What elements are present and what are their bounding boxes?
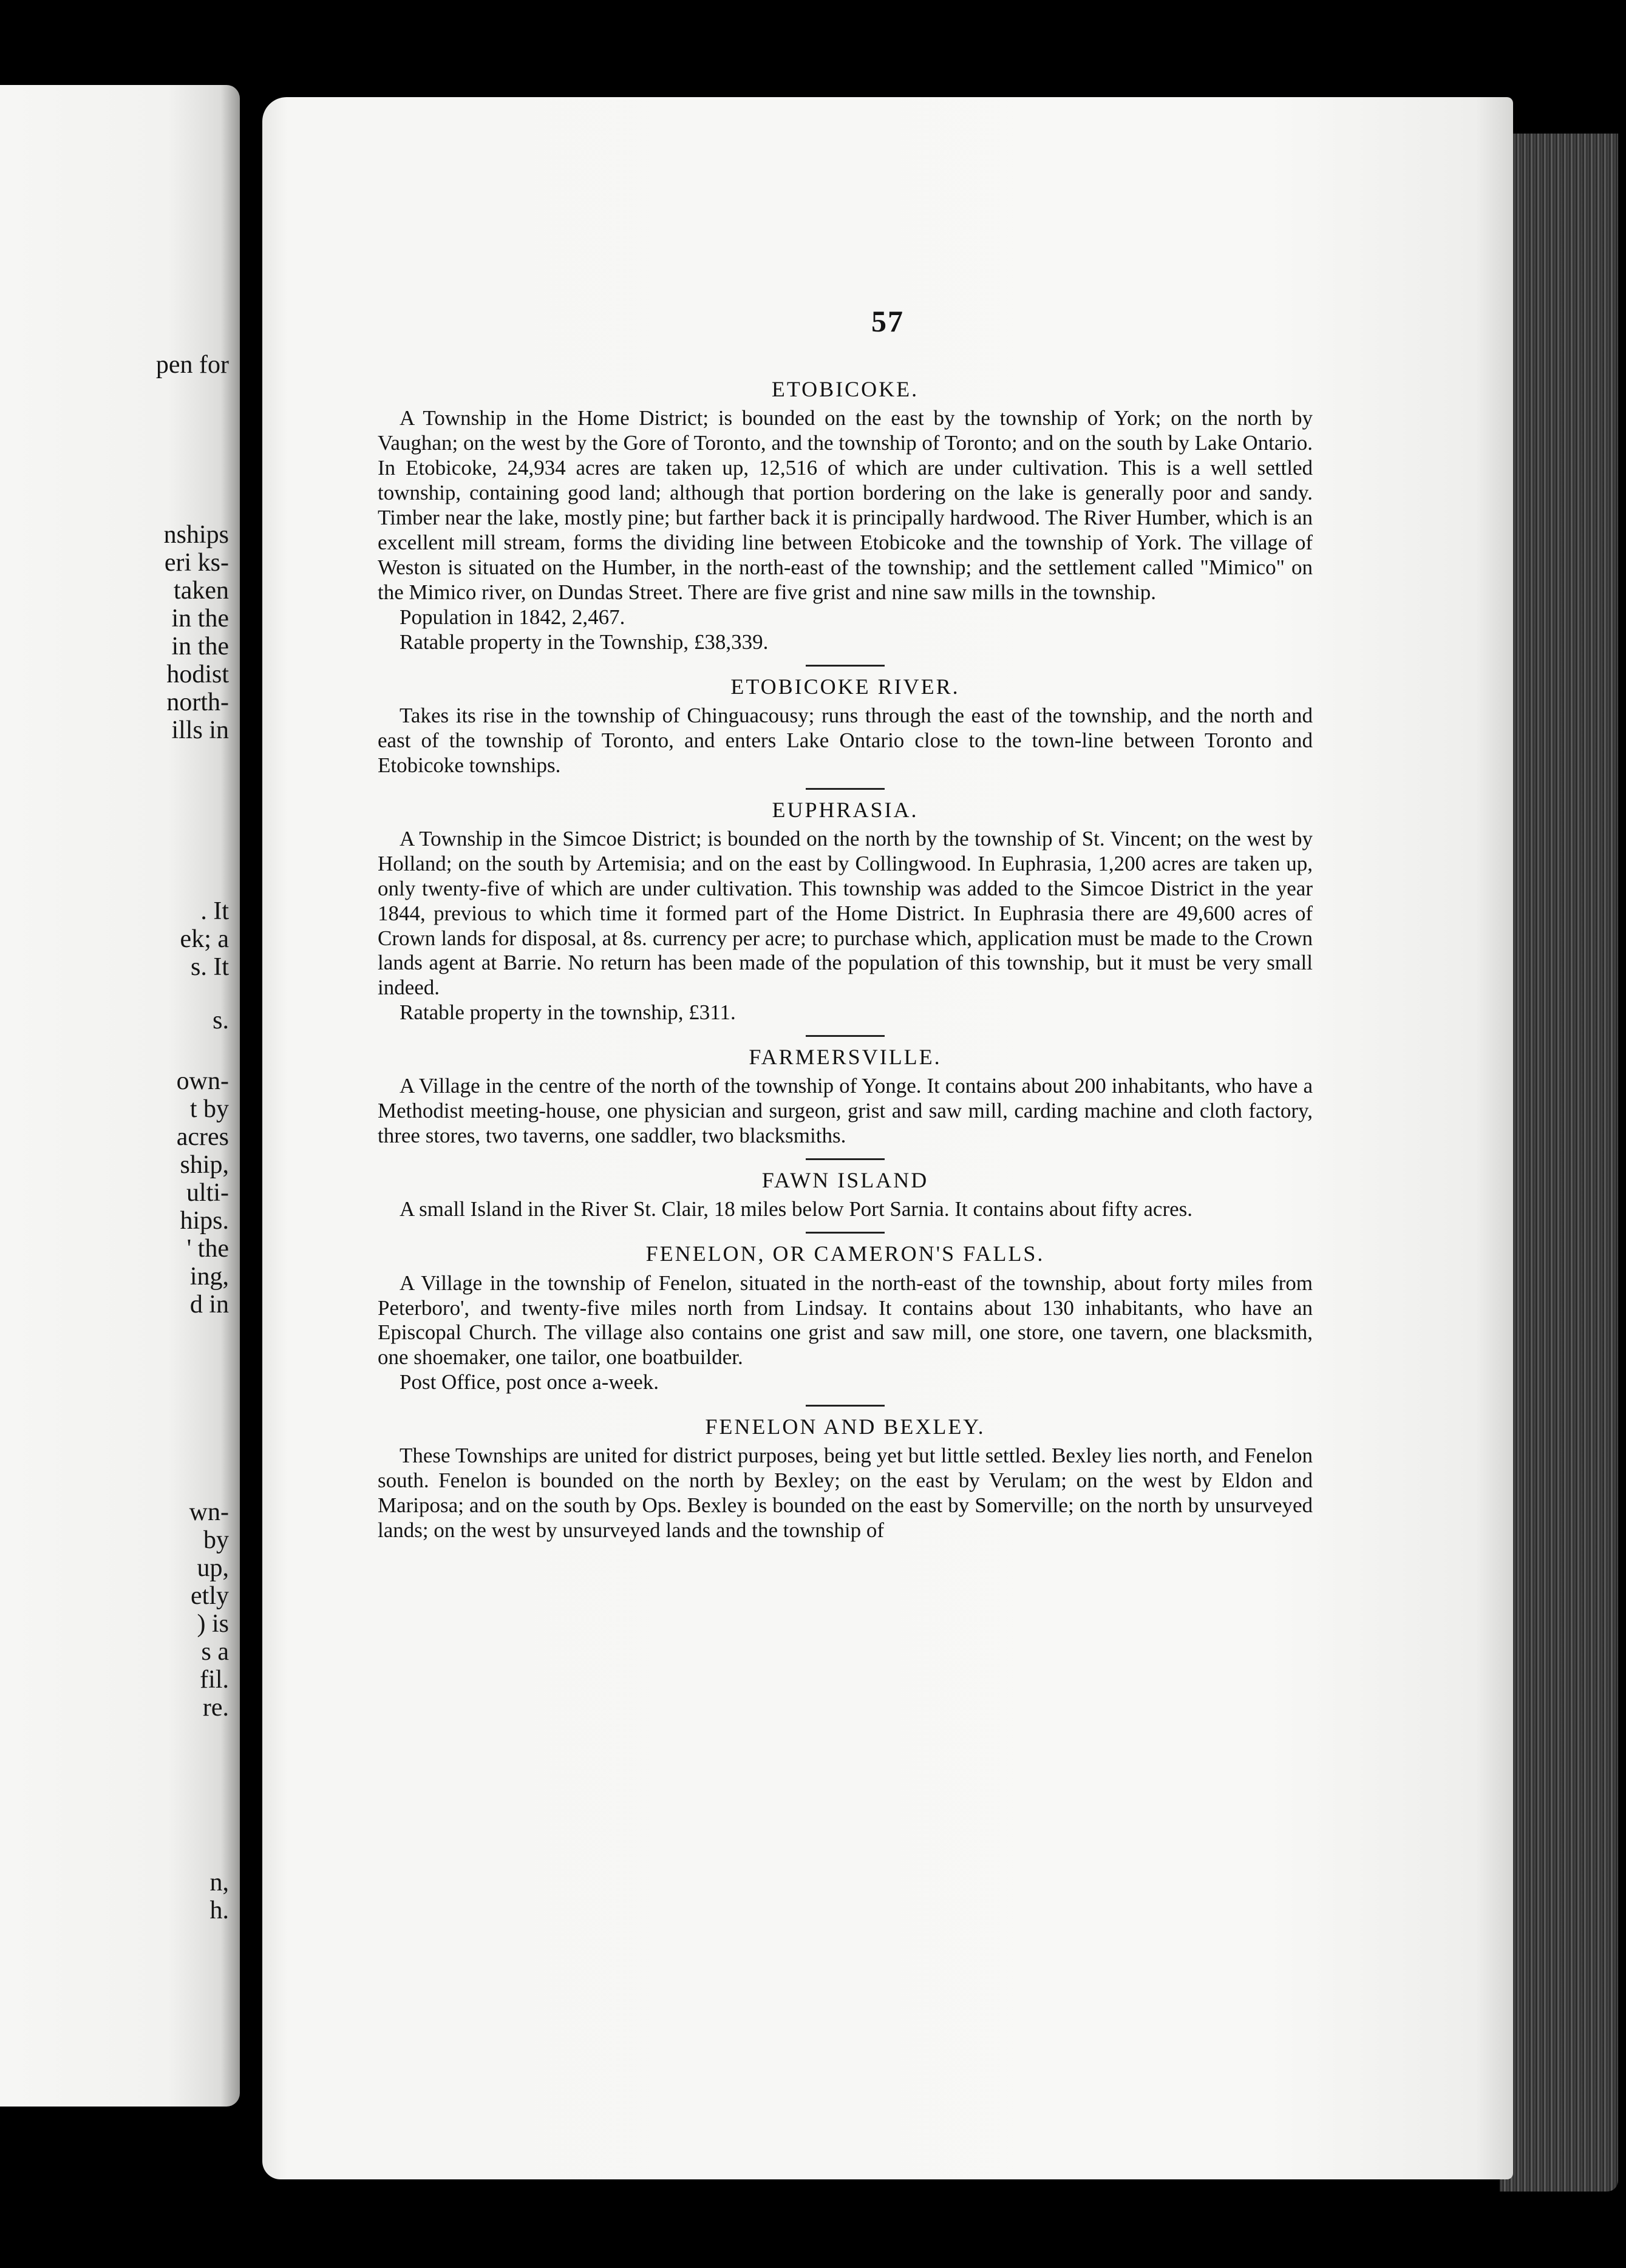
left-fragment: ' the (186, 1235, 229, 1263)
left-fragment: ills in (171, 716, 229, 744)
section-divider (806, 1232, 885, 1234)
entry-title: FENELON AND BEXLEY. (705, 1414, 985, 1439)
left-fragment: wn- (189, 1498, 229, 1526)
entry-fawn-island (378, 1167, 1313, 1222)
left-fragment: h. (209, 1896, 229, 1924)
section-divider (806, 788, 885, 790)
section-divider (806, 1035, 885, 1037)
left-fragment: taken (174, 577, 229, 605)
left-fragment: north- (166, 688, 229, 716)
section-divider (806, 665, 885, 667)
book-page-edges (1500, 134, 1618, 2192)
entry-paragraph: A Township in the Home District; is bounded on the east by the township of York; on the north by Vaughan; on the west by the Gore of Toronto, and the township of Toronto; and on the south by Lake Ontario. In Etobicoke, 24,934 acres are taken up, 12,516 of which are under cultivation. This is a well settled township, containing good land; although that portion bordering on the lake is generally poor and sandy. Timber near the lake, mostly pine; but farther back it is principally hardwood. The River Humber, which is an excellent mill stream, forms the dividing line between Etobicoke and the township of York. The village of Weston is situated on the Humber, in the north-east of the township; and the settlement called "Mimico" on the Mimico river, on Dundas Street. There are five grist and nine saw mills in the township. (378, 406, 1313, 604)
entry-title: FAWN ISLAND (761, 1168, 929, 1193)
entry-paragraph: A Village in the township of Fenelon, situated in the north-east of the township, about forty miles from Peterboro', and twenty-five miles north from Lindsay. It contains about 130 inhabitants, who have an Episcopal Church. The village also contains one grist and saw mill, one store, one tavern, one blacksmith, one shoemaker, one tailor, one boatbuilder. (378, 1271, 1313, 1370)
entry-paragraph: A Village in the centre of the north of the township of Yonge. It contains about 200 inhabitants, who have a Methodist meeting-house, one physician and surgeon, grist and saw mill, carding machine and cloth factory, three stores, two taverns, one saddler, two blacksmiths. (378, 1074, 1313, 1148)
entry-title: EUPHRASIA. (772, 797, 919, 822)
left-fragment: up, (197, 1554, 229, 1582)
left-fragment: t by (189, 1095, 229, 1123)
left-fragment: in the (171, 605, 229, 633)
left-fragment: eri ks- (164, 549, 229, 577)
book-page (262, 97, 1513, 2179)
entry-paragraph: A Township in the Simcoe District; is bounded on the north by the township of St. Vincent; on the west by Holland; on the south by Artemisia; and on the east by Collingwood. In Euphrasia, 1,200 acres are taken up, only twenty-five of which are under cultivation. This township was added to the Simcoe District in the year 1844, previous to which time it formed part of the Home District. In Euphrasia there are 49,600 acres of Crown lands for disposal, at 8s. currency per acre; to purchase which, application must be made to the Crown lands agent at Barrie. No return has been made of the population of this township, but it must be very small indeed. (378, 826, 1313, 1000)
entry-etobicoke-river (378, 674, 1313, 778)
section-divider (806, 1405, 885, 1407)
left-fragment: nships (163, 521, 229, 549)
left-fragment: ) is (197, 1610, 229, 1638)
left-fragment: in the (171, 633, 229, 660)
left-fragment: ing, (189, 1263, 229, 1291)
left-fragment: etly (191, 1582, 229, 1610)
page-content (378, 376, 1313, 1543)
entry-paragraph: Population in 1842, 2,467. (400, 605, 625, 629)
entry-title: ETOBICOKE RIVER. (730, 674, 960, 699)
section-divider (806, 1158, 885, 1160)
entry-fenelon-and-bexley (378, 1414, 1313, 1543)
left-fragment: s. It (191, 953, 229, 981)
left-fragment: d in (189, 1291, 229, 1319)
left-fragment: hodist (166, 660, 229, 688)
entry-title: FARMERSVILLE. (749, 1045, 942, 1070)
left-fragment: re. (202, 1694, 229, 1722)
left-fragment: by (203, 1526, 229, 1554)
left-fragment: s a (201, 1638, 229, 1666)
left-fragment: hips. (180, 1207, 229, 1235)
page-number: 57 (871, 304, 904, 338)
left-fragment: s. (213, 1007, 229, 1034)
left-fragment: n, (209, 1869, 229, 1896)
entry-title: ETOBICOKE. (771, 377, 919, 401)
entry-paragraph: Ratable property in the Township, £38,339. (400, 630, 769, 654)
entry-farmersville (378, 1044, 1313, 1149)
entry-fenelon-camerons-falls (378, 1241, 1313, 1395)
entry-paragraph: Takes its rise in the township of Chinguacousy; runs through the east of the township, and the north and east of the township of Toronto, and enters Lake Ontario close to the town-line between Toronto and Etobicoke townships. (378, 703, 1313, 777)
entry-paragraph: Ratable property in the township, £311. (400, 1000, 736, 1025)
left-fragment: ek; a (180, 925, 229, 953)
left-fragment: pen for (155, 351, 229, 379)
left-fragment: acres (176, 1123, 229, 1151)
left-fragment: own- (176, 1067, 229, 1095)
entry-euphrasia (378, 797, 1313, 1026)
left-fragment: ulti- (186, 1179, 229, 1207)
left-fragment: fil. (200, 1666, 229, 1694)
entry-paragraph: A small Island in the River St. Clair, 18 miles below Port Sarnia. It contains about fifty acres. (400, 1197, 1193, 1221)
entry-paragraph: These Townships are united for district purposes, being yet but little settled. Bexley lies north, and Fenelon south. Fenelon is bounded on the north by Bexley; on the east by Verulam; on the west by Eldon and Mariposa; and on the south by Ops. Bexley is bounded on the east by Somerville; on the north by unsurveyed lands; on the west by unsurveyed lands and the township of (378, 1444, 1313, 1543)
left-fragment: ship, (180, 1151, 229, 1179)
entry-etobicoke (378, 376, 1313, 655)
entry-paragraph: Post Office, post once a-week. (400, 1370, 659, 1394)
entry-title: FENELON, OR CAMERON'S FALLS. (645, 1241, 1045, 1266)
previous-page (0, 85, 240, 2107)
left-fragment: . It (200, 897, 229, 925)
